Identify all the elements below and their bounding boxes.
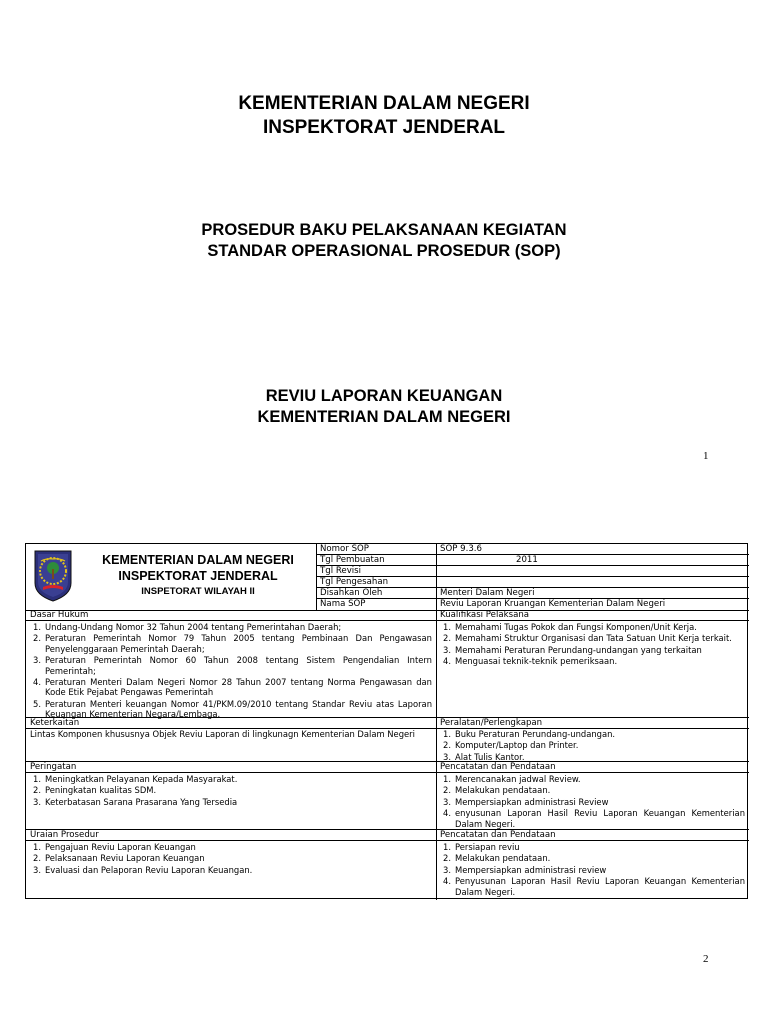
meta-label-tgl-pengesahan: Tgl Pengesahan [320,577,389,587]
meta-label-tgl-pembuatan: Tgl Pembuatan [320,555,385,565]
list-item: 4. Penyusunan Laporan Hasil Reviu Laporan Keuangan Kementerian Dalam Negeri. [443,876,745,897]
list-item: 4. Peraturan Menteri Dalam Negeri Nomor 28 Tahun 2007 tentang Norma Pengawasan dan Kode Etik Pejabat Pengawas Pemerintah [33,677,432,698]
meta-value-nomor-sop: SOP 9.3.6 [440,544,482,554]
subtitle-line-1: PROSEDUR BAKU PELAKSANAAN KEGIATAN [201,221,567,239]
meta-value-tgl-pembuatan: 2011 [516,555,538,565]
list-uraian [30,842,432,876]
document-title-line-1: REVIU LAPORAN KEUANGAN [265,387,503,405]
list-dasar-hukum [30,622,432,721]
subtitle [0,220,768,262]
list-item: 2. Melakukan pendataan. [443,785,551,796]
section-label-keterkaitan: Keterkaitan [30,718,80,728]
org-header [26,544,316,610]
list-item: 4. enyusunan Laporan Hasil Reviu Laporan Keuangan Kementerian Dalam Negeri. [443,808,745,829]
list-item: 2. Pelaksanaan Reviu Laporan Keuangan [33,853,205,864]
section-label-peralatan: Peralatan/Perlengkapan [440,718,543,728]
list-peringatan [30,774,432,808]
list-item: 3. Evaluasi dan Pelaporan Reviu Laporan Keuangan. [33,864,253,875]
meta-label-nomor-sop: Nomor SOP [320,544,369,554]
section-label-kualifikasi: Kualifikasi Pelaksana [440,610,530,620]
meta-label-tgl-revisi: Tgl Revisi [320,566,362,576]
header-line-1: KEMENTERIAN DALAM NEGERI [238,93,530,114]
list-item: 1. Undang-Undang Nomor 32 Tahun 2004 tentang Pemerintahan Daerah; [33,622,342,632]
list-item: 2. Peningkatan kualitas SDM. [33,785,157,796]
list-item: 1. Buku Peraturan Perundang-undangan. [443,729,616,739]
list-item: 5. Peraturan Menteri keuangan Nomor 41/PKM.09/2010 tentang Standar Reviu atas Laporan Keuangan Kementerian Negara/Lembaga. [33,698,432,720]
list-item: 2. Memahami Struktur Organisasi dan Tata Satuan Unit Kerja terkait. [443,633,732,644]
list-item: 1. Pengajuan Reviu Laporan Keuangan [33,842,196,852]
section-label-uraian: Uraian Prosedur [30,830,99,840]
list-item: 1. Meningkatkan Pelayanan Kepada Masyarakat. [33,774,238,784]
list-item: 2. Komputer/Laptop dan Printer. [443,740,579,751]
list-item: 3. Peraturan Pemerintah Nomor 60 Tahun 2008 tentang Sistem Pengendalian Intern Pemerintah; [33,655,432,676]
meta-value-disahkan-oleh: Menteri Dalam Negeri [440,588,535,598]
list-item: 2. Melakukan pendataan. [443,853,551,864]
list-item: 2. Peraturan Pemerintah Nomor 79 Tahun 2005 tentang Pembinaan Dan Pengawasan Penyelenggaraan Pemerintah Daerah; [33,633,432,654]
meta-value-nama-sop: Reviu Laporan Kruangan Kementerian Dalam Negeri [440,599,666,609]
list-pencatatan-2 [440,842,745,898]
document-title-line-2: KEMENTERIAN DALAM NEGERI [257,408,511,426]
list-pencatatan-1 [440,774,745,830]
section-label-pencatatan-2: Pencatatan dan Pendataan [440,830,556,840]
org-unit: INSPEKTORAT JENDERAL [118,569,278,583]
page-number-2: 2 [703,953,709,965]
list-item: 1. Memahami Tugas Pokok dan Fungsi Komponen/Unit Kerja. [443,622,697,632]
list-item: 4. Menguasai teknik-teknik pemeriksaan. [443,656,618,667]
document-title [0,386,768,428]
subtitle-line-2: STANDAR OPERASIONAL PROSEDUR (SOP) [207,242,561,260]
section-label-pencatatan-1: Pencatatan dan Pendataan [440,762,556,772]
list-item: 3. Alat Tulis Kantor. [443,751,525,762]
header-title [0,92,768,140]
list-item: 3. Mempersiapkan administrasi review [443,864,607,875]
meta-label-nama-sop: Nama SOP [320,599,366,609]
kemendagri-emblem-icon [33,549,73,603]
meta-label-disahkan-oleh: Disahkan Oleh [320,588,383,598]
section-label-dasar-hukum: Dasar Hukum [30,610,89,620]
list-item: 3. Mempersiapkan administrasi Review [443,796,609,807]
org-subunit: INSPETORAT WILAYAH II [141,586,255,597]
list-item: 1. Persiapan reviu [443,842,520,852]
text-keterkaitan: Lintas Komponen khususnya Objek Reviu Laporan di lingkunagn Kementerian Dalam Negeri [30,729,415,739]
header-line-2: INSPEKTORAT JENDERAL [262,117,506,138]
page-number-1: 1 [703,450,709,462]
list-item: 1. Merencanakan jadwal Review. [443,774,581,784]
list-kualifikasi [440,622,745,668]
list-peralatan [440,729,745,763]
list-item: 3. Keterbatasan Sarana Prasarana Yang Tersedia [33,796,238,807]
sop-table [25,543,748,899]
section-label-peringatan: Peringatan [30,762,77,772]
org-name: KEMENTERIAN DALAM NEGERI [102,553,294,567]
list-item: 3. Memahami Peraturan Perundang-undangan yang terkaitan [443,644,702,655]
